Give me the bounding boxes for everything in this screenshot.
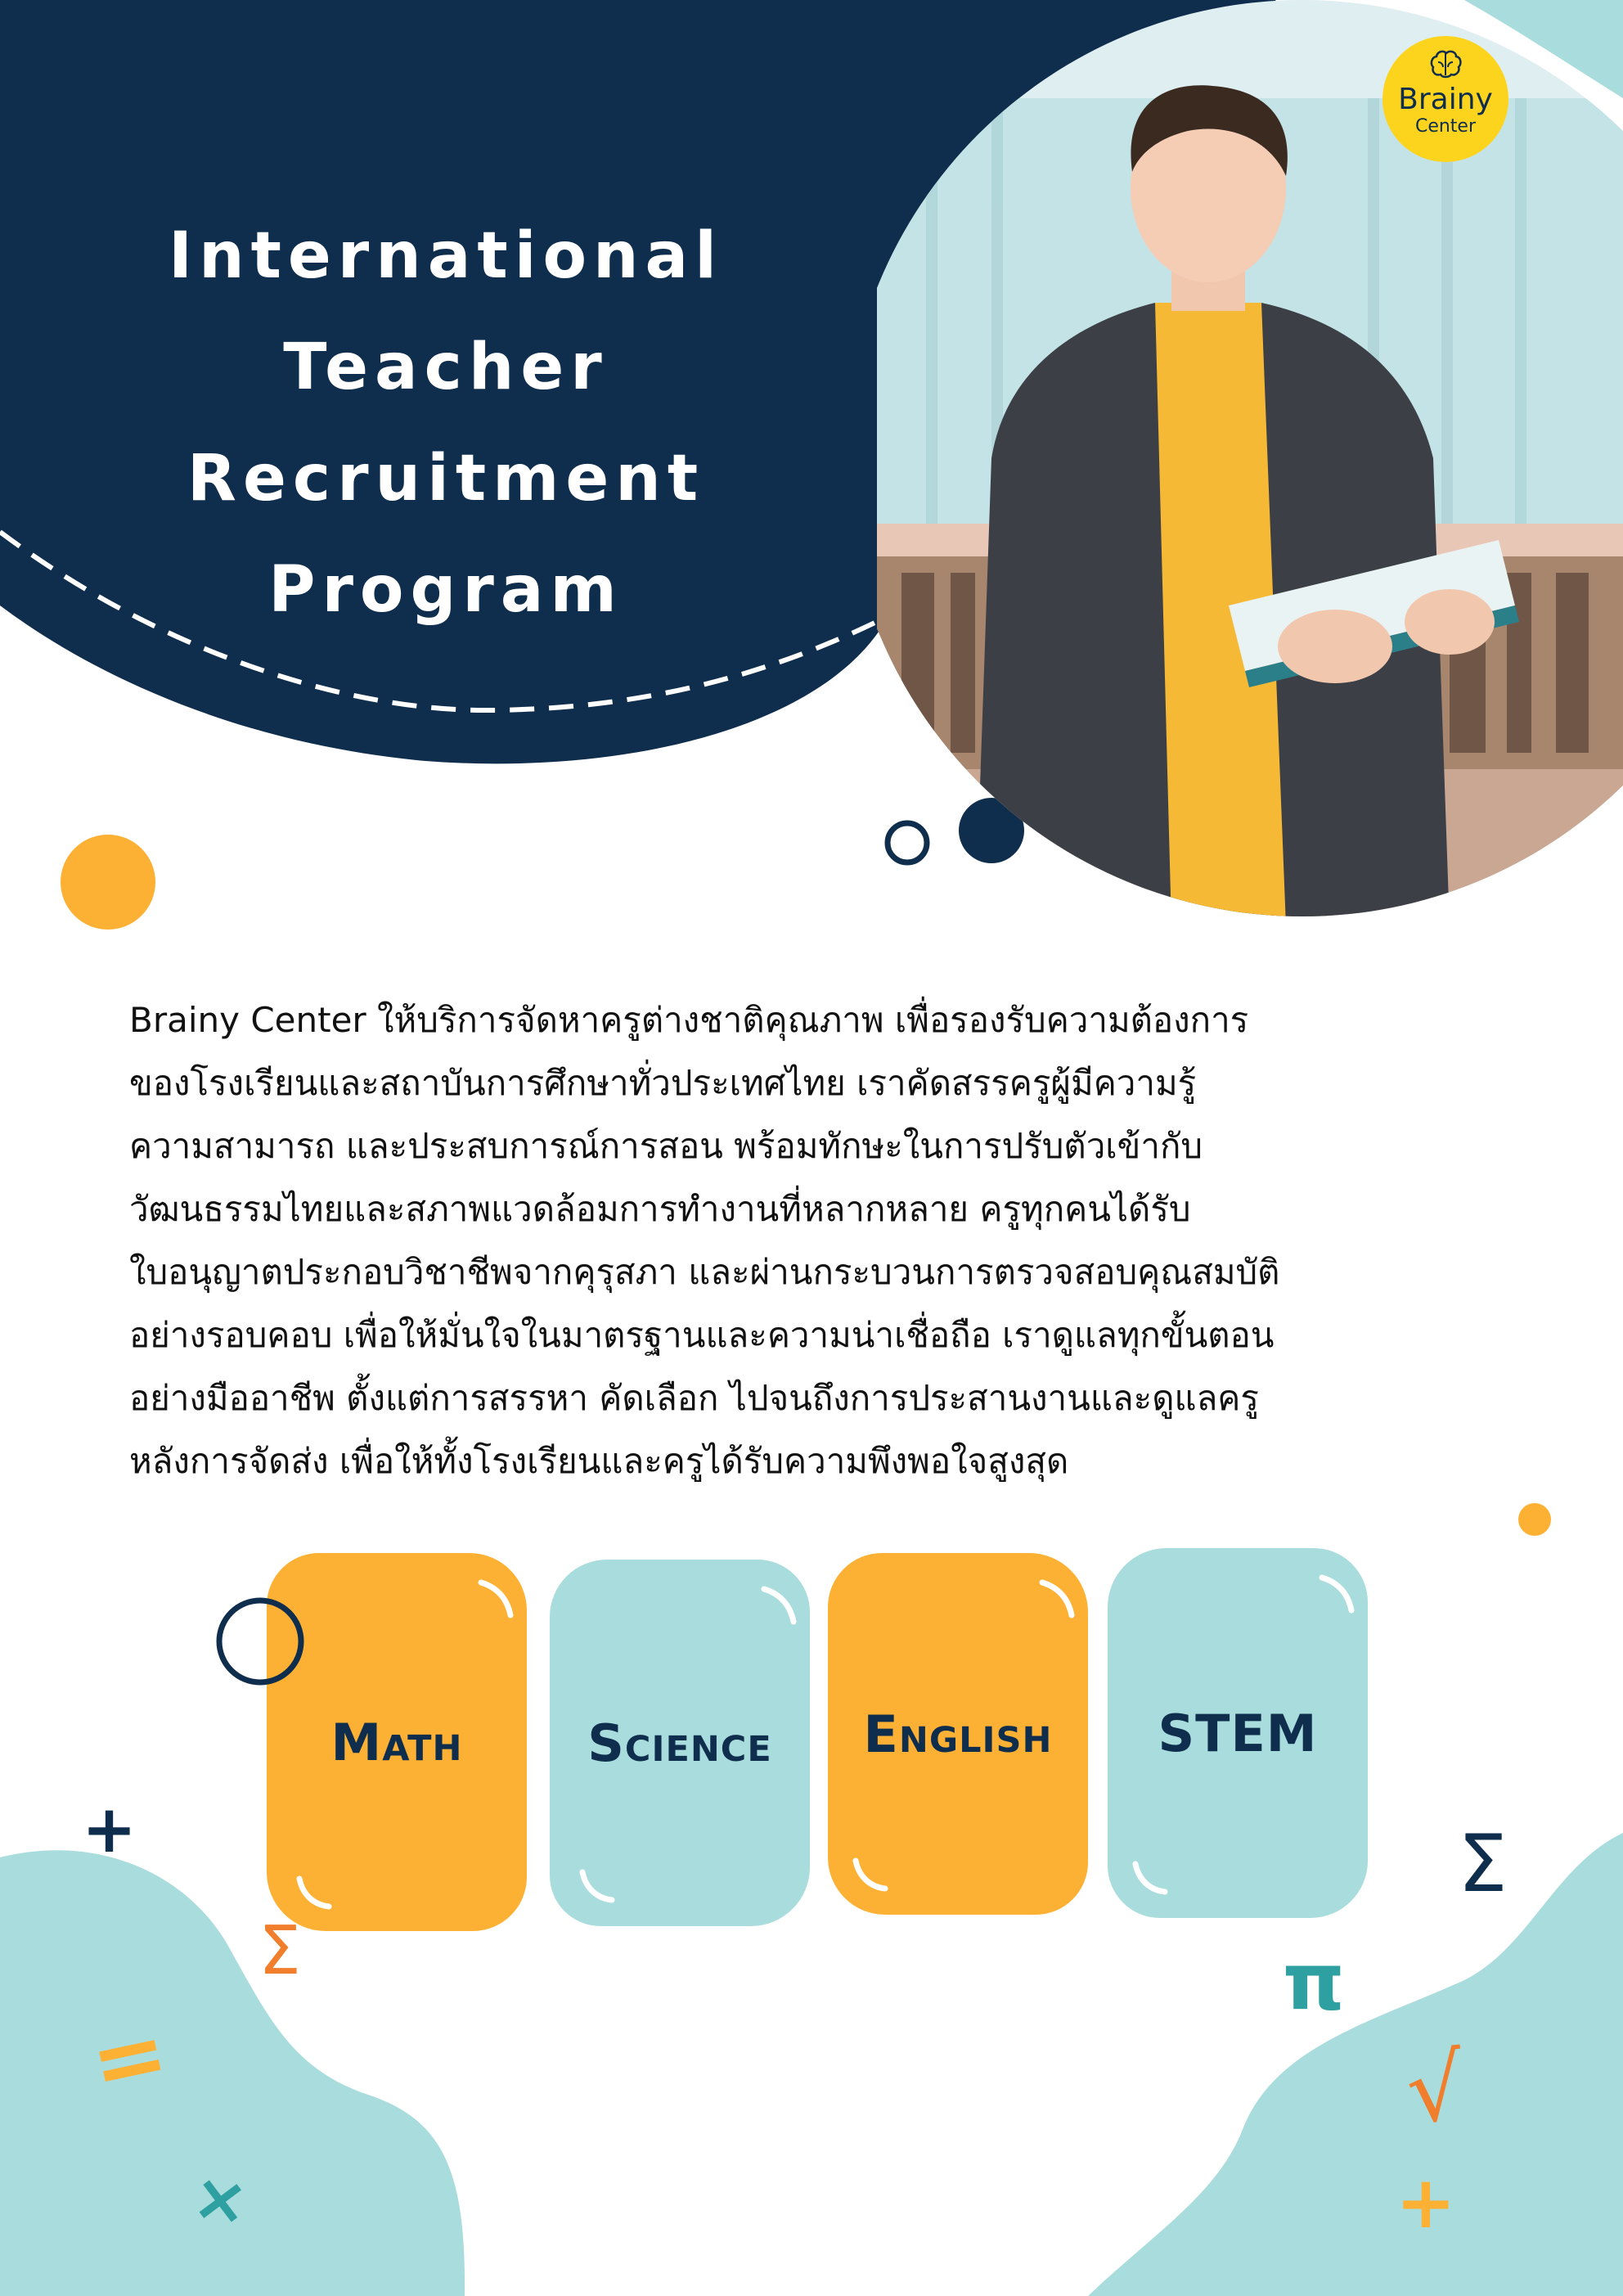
equals-symbol-orange: = [81,1998,178,2118]
subject-card-stem [1108,1548,1368,1918]
orange-dot-large [61,835,155,930]
sigma-symbol-navy: Σ [1458,1818,1508,1910]
page-title [0,200,892,646]
subject-card-science [550,1560,810,1926]
teacher-photo [877,0,1623,926]
description-text: Brainy Center ให้บริการจัดหาครูต่างชาติคุณภาพ เพื่อรองรับความต้องการ ของโรงเรียนและสถาบันการศึกษาทั่วประเทศไทย เราคัดสรรครูผู้มีความรู้ ความสามารถ และประสบการณ์การสอน พร้อมทักษะในการปรับตัวเข้ากับ วัฒนธรรมไทยและสภาพแวดล้อมการทำงานที่หลากหลาย ครูทุกคนได้รับ ใบอนุญาตประกอบวิชาชีพจากคุรุสภา และผ่านกระบวนการตรวจสอบคุณสมบัติ อย่างรอบคอบ เพื่อให้มั่นใจในมาตรฐานและความน่าเชื่อถือ เราดูแลทุกขั้นตอน อย่างมืออาชีพ ตั้งแต่การสรรหา คัดเลือก ไปจนถึงการประสานงานและดูแลครู หลังการจัดส่ง เพื่อให้ทั้งโรงเรียนและครูได้รับความพึงพอใจสูงสุด [129,1000,1280,1481]
plus-symbol-orange: + [1396,2160,1456,2244]
subject-label-science: Science [587,1713,772,1773]
sigma-symbol-orange: Σ [259,1912,301,1990]
plus-symbol-navy: + [82,1791,137,1867]
logo-word: Brainy [1398,83,1493,116]
logo-subtitle: Center [1414,116,1477,137]
title-line-1: International Teacher [169,219,723,404]
subject-label-math: Math [330,1712,463,1772]
pi-symbol-teal: π [1283,1936,1345,2028]
brainy-center-logo [1382,36,1508,162]
subject-card-english [828,1553,1088,1915]
orange-dot-small [1518,1503,1551,1536]
subject-label-english: English [863,1704,1053,1764]
brain-icon [1427,46,1464,83]
root-symbol-orange: √ [1401,2033,1470,2145]
subject-label-stem: STEM [1158,1703,1318,1763]
times-symbol-teal: × [187,2157,254,2241]
ring-large [214,1596,306,1687]
title-line-3: Program [268,553,623,627]
title-line-2: Recruitment [187,442,705,515]
